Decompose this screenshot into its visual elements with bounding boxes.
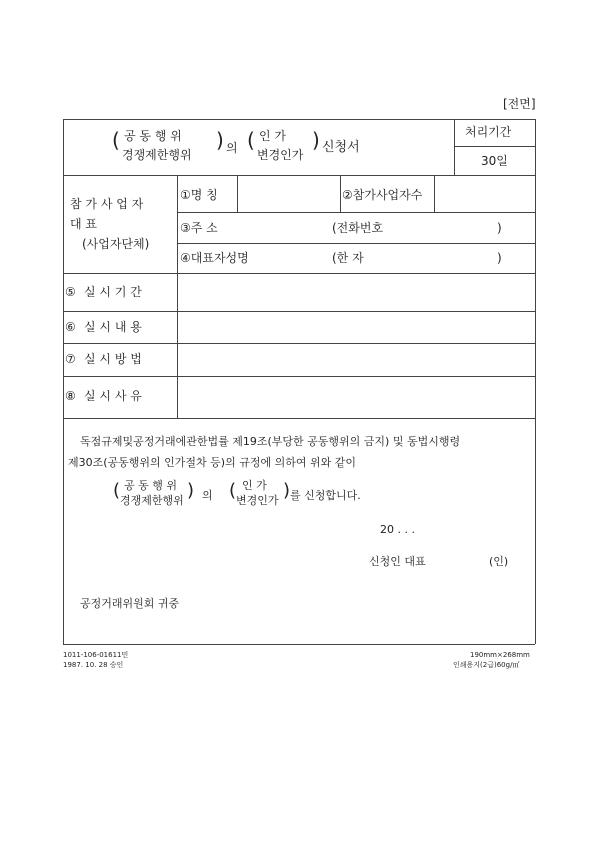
address-field[interactable]: [270, 214, 330, 242]
title-connector: 의: [226, 141, 238, 155]
statement-open-paren-2: (: [229, 480, 237, 501]
participant-label-line2: 대 표: [70, 217, 97, 231]
row-label: 실 시 사 유: [84, 389, 142, 403]
paper-spec: 인쇄용지(2급)60g/㎡: [453, 661, 520, 669]
applicant-label: 신청인 대표: [369, 555, 426, 568]
title-option-joint-act: 공 동 행 위: [124, 129, 182, 143]
phone-label: (전화번호: [332, 221, 384, 235]
hanja-close-paren: ): [497, 251, 502, 265]
row-number: ⑥: [65, 320, 76, 334]
form-size: 190mm×268mm: [470, 651, 530, 659]
participant-label-line1: 참 가 사 업 자: [70, 197, 144, 211]
date-field[interactable]: [398, 519, 498, 537]
row-label: 실 시 기 간: [84, 285, 142, 299]
implementation-content-field[interactable]: [178, 312, 534, 342]
title-option-change-approval: 변경인가: [257, 148, 304, 162]
processing-period-value: 30일: [481, 154, 508, 168]
title-option-approval: 인 가: [259, 129, 286, 143]
row-number: ⑦: [65, 352, 76, 366]
participant-count-label: ②참가사업자수: [342, 188, 423, 202]
phone-close-paren: ): [497, 221, 502, 235]
statement-close-paren: ): [187, 480, 195, 501]
statement-open-paren: (: [113, 480, 121, 501]
date-line: 20 . . .: [380, 523, 415, 536]
form-code: 1011-106-01611민: [63, 651, 129, 659]
statement-option-approval: 인 가: [242, 479, 267, 492]
statement-line-2: 제30조(공동행위의 인가절차 등)의 규정에 의하여 위와 같이: [68, 456, 356, 469]
statement-close-paren-2: ): [283, 480, 291, 501]
hanja-field[interactable]: [395, 245, 493, 272]
applicant-name-field[interactable]: [438, 551, 484, 569]
representative-name-label: ④대표자성명: [180, 251, 249, 265]
seal-mark: (인): [489, 555, 509, 568]
statement-suffix: 를 신청합니다.: [290, 489, 361, 502]
row-number: ⑧: [65, 389, 76, 403]
row-number: ⑤: [65, 285, 76, 299]
statement-option-restrictive-act: 경쟁제한행위: [120, 494, 184, 507]
business-name-label: ①명 칭: [180, 188, 218, 202]
implementation-method-field[interactable]: [178, 344, 534, 375]
title-option-restrictive-act: 경쟁제한행위: [122, 148, 192, 162]
title-suffix: 신청서: [322, 140, 360, 155]
address-label: ③주 소: [180, 221, 218, 235]
title-close-paren: ): [216, 128, 224, 152]
statement-connector: 의: [202, 489, 213, 502]
statement-option-joint-act: 공 동 행 위: [124, 479, 177, 492]
business-name-field[interactable]: [238, 176, 339, 211]
row-label: 실 시 내 용: [84, 320, 142, 334]
row-label: 실 시 방 법: [84, 352, 142, 366]
recipient: 공정거래위원회 귀중: [80, 597, 180, 610]
implementation-reason-field[interactable]: [178, 377, 534, 417]
title-open-paren-2: (: [247, 128, 255, 152]
representative-name-field[interactable]: [262, 245, 330, 272]
statement-line-1: 독점규제및공정거래에관한법률 제19조(부당한 공동행위의 금지) 및 동법시행령: [80, 435, 461, 448]
implementation-period-field[interactable]: [178, 274, 534, 310]
statement-option-change-approval: 변경인가: [236, 494, 279, 507]
page-side-label: [전면]: [503, 97, 536, 111]
approval-date: 1987. 10. 28 승인: [63, 661, 124, 669]
processing-period-label: 처리기간: [465, 125, 512, 139]
participant-count-field[interactable]: [435, 176, 534, 211]
title-open-paren: (: [112, 128, 120, 152]
hanja-label: (한 자: [332, 251, 364, 265]
phone-field[interactable]: [395, 214, 493, 242]
participant-label-line3: (사업자단체): [82, 237, 150, 251]
title-close-paren-2: ): [312, 128, 320, 152]
